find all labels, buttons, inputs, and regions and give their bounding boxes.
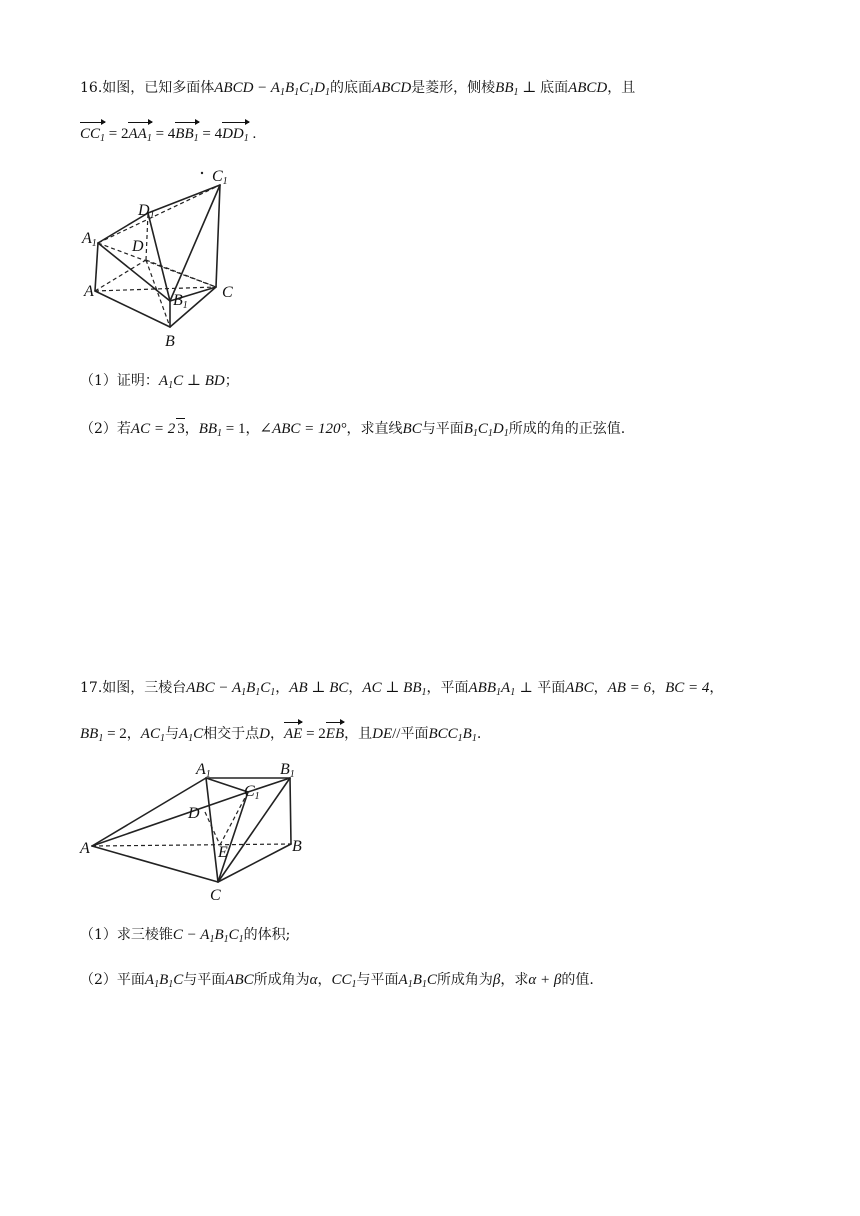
label-C1: C1 (212, 168, 228, 187)
label-B1: B1 (280, 761, 295, 780)
problem17-statement-line1: 17.如图，三棱台ABC − $A_1B_1C_1$，AB ⊥ BC，AC ⊥ $BB_1$，平面$ABB_1A_1$ ⊥ 平面ABC，AB = 6，BC = 4， (80, 680, 724, 698)
label-D: D (132, 238, 144, 255)
label-C1: C1 (244, 783, 260, 802)
problem16-part1: （1）证明：$A_1C$ ⊥ BD； (80, 373, 239, 391)
label-C: C (210, 887, 221, 904)
label-D1: D1 (138, 202, 155, 221)
label-E: E (218, 844, 228, 861)
label-A: A (84, 283, 94, 300)
problem17-figure (78, 758, 318, 910)
frustum-diagram (78, 758, 318, 906)
problem17-statement-line2: $BB_1 = 2$，$AC_1$与$A_1C$相交于点D，AE = 2EB，且DE//平面$BCC_1B_1$. (80, 726, 482, 744)
problem16-vector-relation: $CC_1 = 2AA_1 = 4BB_1 = 4DD_1$ . (80, 124, 256, 149)
label-C: C (222, 284, 233, 301)
label-D: D (188, 805, 200, 822)
problem16-figure (78, 165, 258, 354)
label-A: A (80, 840, 90, 857)
problem16-statement-line1: 16.如图，已知多面体ABCD − $A_1B_1C_1D_1$的底面ABCD是菱形，侧棱$BB_1$ ⊥ 底面ABCD，且 (80, 80, 636, 98)
problem16-number: 16. (80, 80, 103, 96)
problem17-part1: （1）求三棱锥$C - A_1B_1C_1$的体积; (80, 927, 291, 945)
problem16-part2: （2）若AC = 2 3，$BB_1 = 1$，∠ABC = 120°，求直线BC与平面$B_1C_1D_1$所成的角的正弦值. (80, 418, 625, 444)
problem17-number: 17. (80, 680, 103, 696)
polyhedron-name: ABCD − $A_1B_1C_1D_1$ (214, 80, 330, 98)
label-A1: A1 (82, 230, 97, 249)
label-A1: A1 (196, 761, 211, 780)
problem17-part2: （2）平面$A_1B_1C$与平面ABC所成角为α，$CC_1$与平面$A_1B_1C$所成角为β，求α + β的值. (80, 972, 594, 990)
polyhedron-diagram (78, 165, 258, 350)
label-B: B (292, 838, 302, 855)
label-B: B (165, 333, 175, 350)
label-B1: B1 (173, 292, 188, 311)
